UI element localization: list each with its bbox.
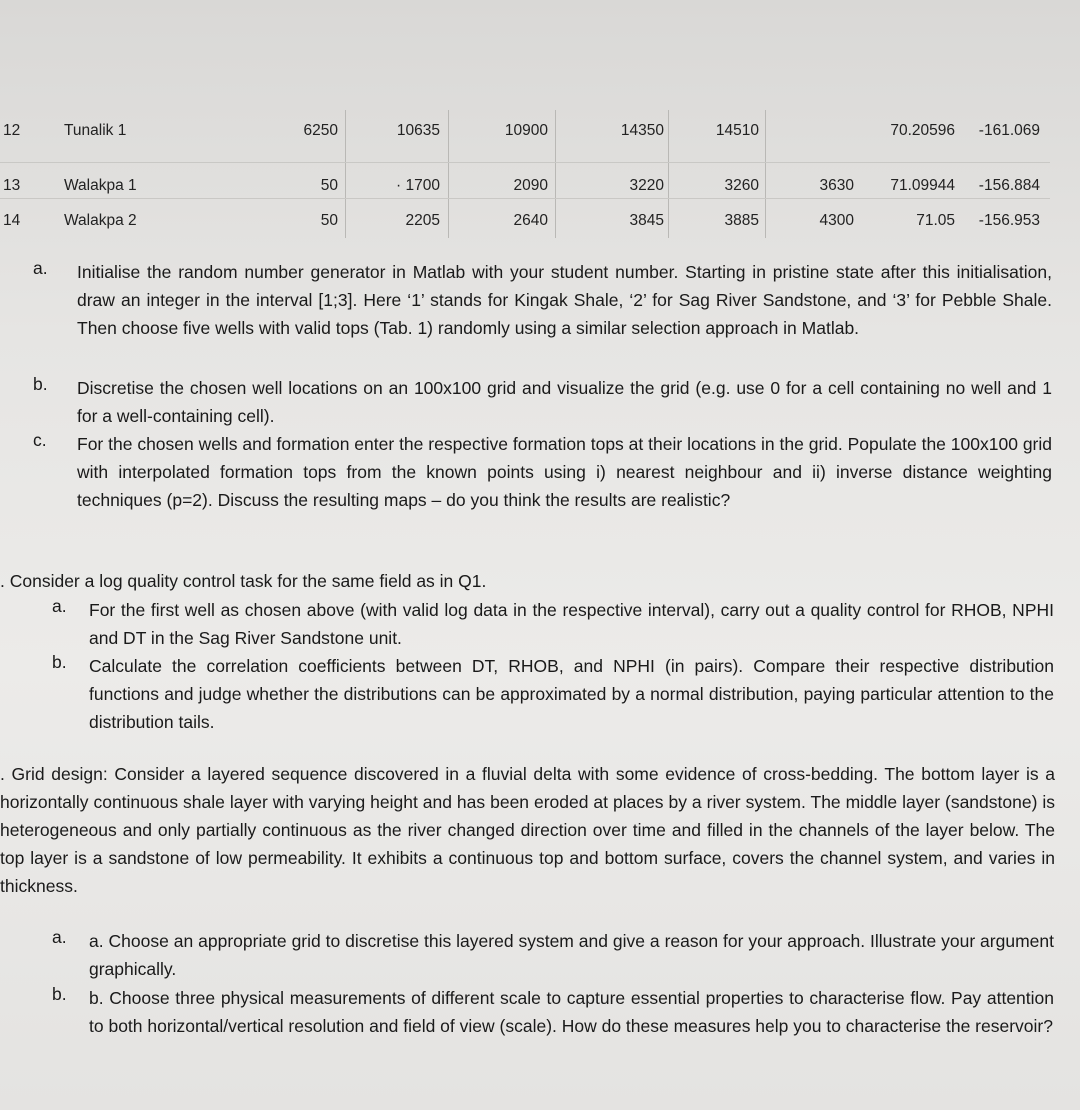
row-number: 14	[3, 212, 21, 229]
well-name: Tunalik 1	[64, 122, 127, 139]
row-number: 12	[3, 122, 21, 139]
longitude: -156.884	[978, 177, 1040, 194]
question-2a-text: For the first well as chosen above (with valid log data in the respective interval), carry out a quality control for RHOB, NPHI and DT in the Sag River Sandstone unit.	[89, 600, 1054, 648]
latitude: 70.20596	[890, 122, 955, 139]
question-2b-text: Calculate the correlation coefficients between DT, RHOB, and NPHI (in pairs). Compare their respective distribution functions and judge whether the distributions can be approximated by a normal distribution, paying particular attention to the distribution tails.	[89, 656, 1054, 732]
table-cell: · 1700	[396, 177, 440, 194]
table-row	[0, 122, 1060, 152]
table-cell: 4300	[819, 212, 854, 229]
table-cell: 2640	[513, 212, 548, 229]
table-cell: 50	[320, 212, 338, 229]
question-1a-text: Initialise the random number generator in Matlab with your student number. Starting in pristine state after this initialisation, draw an integer in the interval [1;3]. Here ‘1’ stands for Kingak Shale, ‘2’ for Sag River Sandstone, and ‘3’ for Pebble Shale. Then choose five wells with valid tops (Tab. 1) randomly using a similar selection approach in Matlab.	[77, 262, 1052, 338]
latitude: 71.09944	[890, 177, 955, 194]
table-cell: 3260	[724, 177, 759, 194]
well-name: Walakpa 1	[64, 177, 137, 194]
table-cell: 10900	[504, 122, 548, 139]
item-marker: b.	[52, 984, 67, 1004]
table-cell: 3885	[724, 212, 759, 229]
item-marker: a.	[52, 596, 67, 616]
question-2-intro: . Consider a log quality control task for the same field as in Q1.	[0, 571, 487, 591]
longitude: -156.953	[978, 212, 1040, 229]
item-marker: a.	[33, 258, 48, 278]
item-marker: b.	[33, 374, 48, 394]
table-cell: 3630	[819, 177, 854, 194]
table-cell: 3220	[629, 177, 664, 194]
item-marker: b.	[52, 652, 67, 672]
table-row	[0, 177, 1060, 207]
table-cell: 50	[320, 177, 338, 194]
question-3a-text: a. Choose an appropriate grid to discretise this layered system and give a reason for your approach. Illustrate your argument graphically.	[89, 931, 1054, 979]
table-cell: 2090	[513, 177, 548, 194]
table-cell: 10635	[396, 122, 440, 139]
table-rule	[0, 162, 1050, 163]
table-cell: 2205	[405, 212, 440, 229]
table-cell: 3845	[629, 212, 664, 229]
item-marker: a.	[52, 927, 67, 947]
item-marker: c.	[33, 430, 47, 450]
question-1c-text: For the chosen wells and formation enter the respective formation tops at their locations in the grid. Populate the 100x100 grid with interpolated formation tops from the known points using i) nearest neighbour and ii) inverse distance weighting techniques (p=2). Discuss the resulting maps – do you think the results are realistic?	[77, 434, 1052, 510]
longitude: -161.069	[978, 122, 1040, 139]
latitude: 71.05	[916, 212, 955, 229]
table-cell: 6250	[303, 122, 338, 139]
question-3-intro: . Grid design: Consider a layered sequence discovered in a fluvial delta with some evidence of cross-bedding. The bottom layer is a horizontally continuous shale layer with varying height and has been eroded at places by a river system. The middle layer (sandstone) is heterogeneous and only partially continuous as the river changed direction over time and filled in the channels of the layer below. The top layer is a sandstone of low permeability. It exhibits a continuous top and bottom surface, covers the channel system, and varies in thickness.	[0, 764, 1055, 896]
well-name: Walakpa 2	[64, 212, 137, 229]
table-cell: 14350	[620, 122, 664, 139]
table-row	[0, 212, 1060, 242]
table-cell: 14510	[715, 122, 759, 139]
question-1b-text: Discretise the chosen well locations on an 100x100 grid and visualize the grid (e.g. use 0 for a cell containing no well and 1 for a well-containing cell).	[77, 378, 1052, 426]
row-number: 13	[3, 177, 21, 194]
question-3b-text: b. Choose three physical measurements of different scale to capture essential properties to characterise flow. Pay attention to both horizontal/vertical resolution and field of view (scale). How do these measures help you to characterise the reservoir?	[89, 988, 1054, 1036]
